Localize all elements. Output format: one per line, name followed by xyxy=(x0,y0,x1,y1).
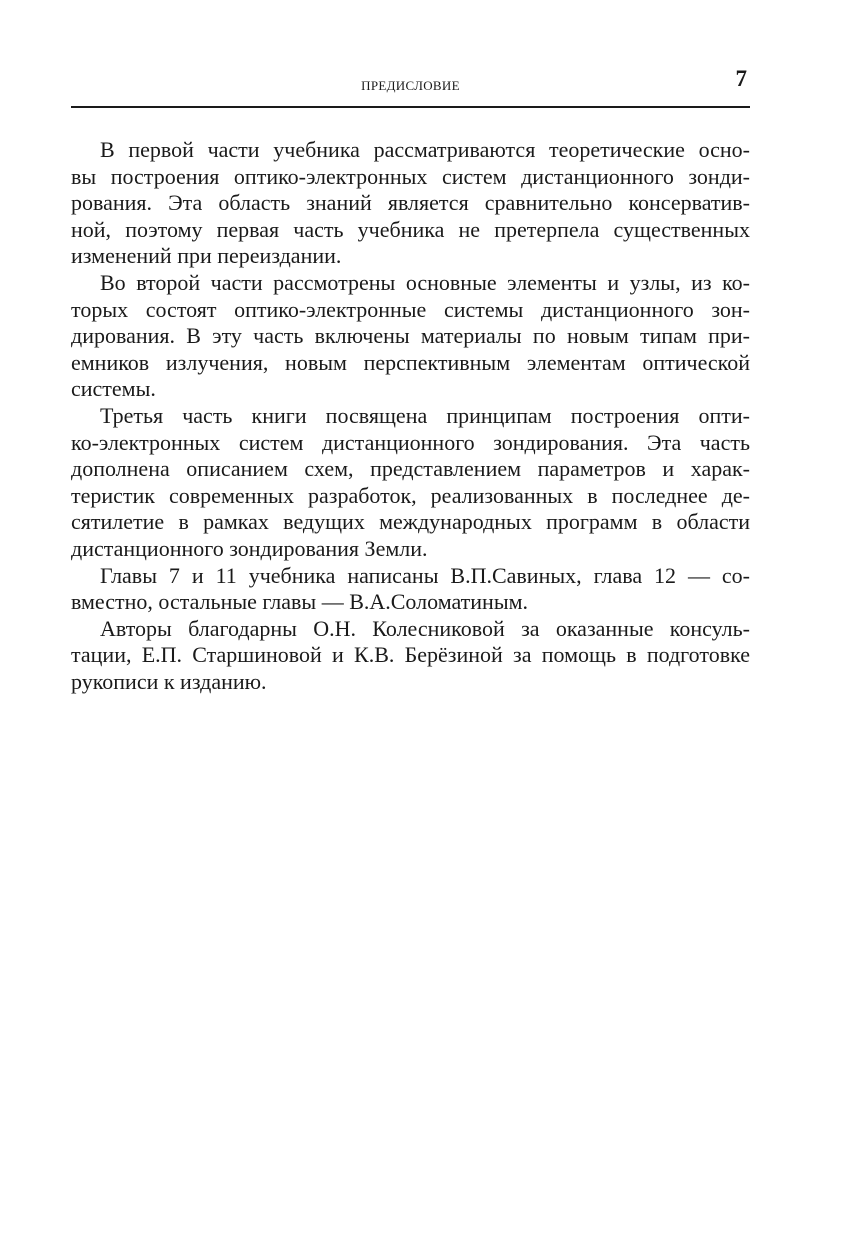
text-line: Третья часть книги посвящена принципам построения опти- xyxy=(100,402,750,428)
text-line: дистанционного зондирования Земли. xyxy=(71,535,428,561)
running-title: ПРЕДИСЛОВИЕ xyxy=(361,78,460,93)
text-line: ной, поэтому первая часть учебника не претерпела существенных xyxy=(71,216,750,242)
paragraph-1 xyxy=(71,137,750,270)
page-header xyxy=(71,62,750,108)
text-line: вместно, остальные главы — В.А.Соломатиным. xyxy=(71,589,529,615)
body-text xyxy=(71,137,750,695)
text-line: емников излучения, новым перспективным элементам оптической xyxy=(71,349,750,375)
text-line: В первой части учебника рассматриваются теоретические осно- xyxy=(100,137,750,162)
text-line: системы. xyxy=(71,376,156,402)
page-number: 7 xyxy=(735,66,747,91)
paragraph-5 xyxy=(71,616,750,696)
text-line: ко-электронных систем дистанционного зондирования. Эта часть xyxy=(71,429,750,455)
text-line: теристик современных разработок, реализованных в последнее де- xyxy=(71,482,750,508)
text-line: торых состоят оптико-электронные системы дистанционного зон- xyxy=(71,296,750,322)
text-line: сятилетие в рамках ведущих международных программ в области xyxy=(71,509,750,535)
text-line: рукописи к изданию. xyxy=(71,668,267,694)
text-line: Авторы благодарны О.Н. Колесниковой за оказанные консуль- xyxy=(100,615,750,641)
text-line: Во второй части рассмотрены основные элементы и узлы, из ко- xyxy=(100,269,750,295)
paragraph-2 xyxy=(71,270,750,403)
text-line: изменений при переиздании. xyxy=(71,243,342,269)
text-line: рования. Эта область знаний является сравнительно консерватив- xyxy=(71,190,750,216)
text-line: вы построения оптико-электронных систем дистанционного зонди- xyxy=(71,163,750,189)
text-line: Главы 7 и 11 учебника написаны В.П.Савиных, глава 12 — со- xyxy=(100,562,750,588)
text-line: тации, Е.П. Старшиновой и К.В. Берёзиной за помощь в подготовке xyxy=(71,642,750,668)
paragraph-4 xyxy=(71,563,750,616)
paragraph-3 xyxy=(71,403,750,563)
text-line: дополнена описанием схем, представлением параметров и харак- xyxy=(71,456,750,482)
text-line: дирования. В эту часть включены материалы по новым типам при- xyxy=(71,323,750,349)
